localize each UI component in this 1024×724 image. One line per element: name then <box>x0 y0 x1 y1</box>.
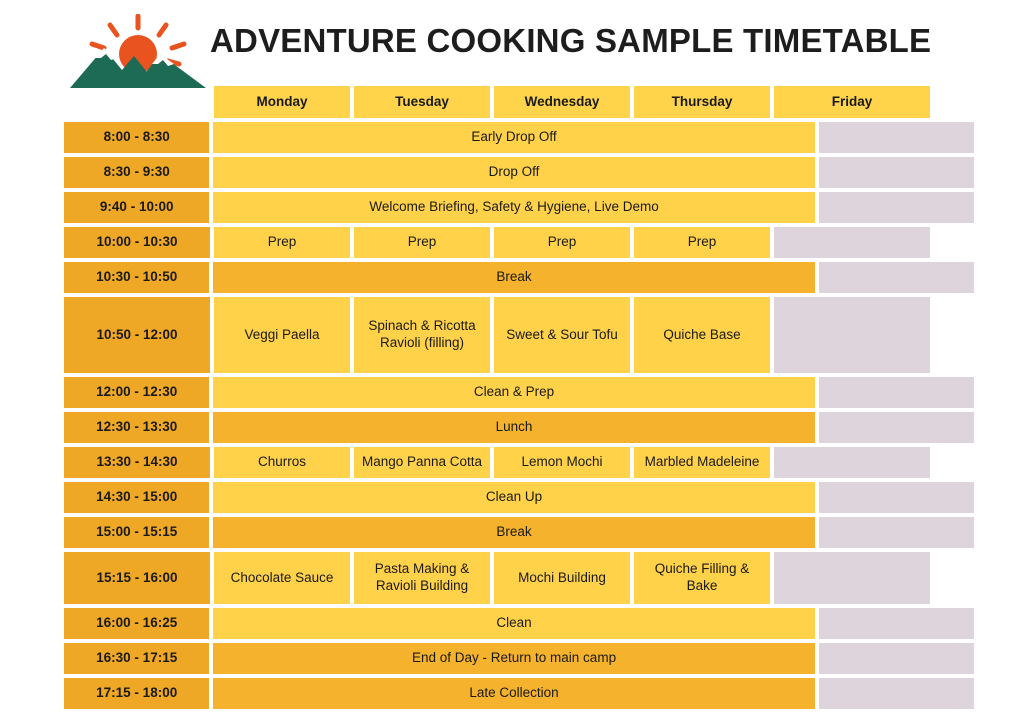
activity-cell: Prep <box>494 227 630 258</box>
time-slot-label: 17:15 - 18:00 <box>64 678 209 709</box>
activity-cell: Prep <box>214 227 350 258</box>
friday-empty-cell <box>819 517 974 548</box>
activity-cell-all-days: Clean Up <box>213 482 814 513</box>
activity-cell: Spinach & Ricotta Ravioli (filling) <box>354 297 490 373</box>
activity-cell: Churros <box>214 447 350 478</box>
activity-cell-all-days: Clean & Prep <box>213 377 814 408</box>
friday-empty-cell <box>819 377 974 408</box>
column-header-thursday: Thursday <box>634 86 770 118</box>
table-row <box>64 157 974 188</box>
friday-empty-cell <box>774 552 930 604</box>
time-slot-label: 10:00 - 10:30 <box>64 227 210 258</box>
column-header-friday: Friday <box>774 86 930 118</box>
activity-cell-all-days: Lunch <box>213 412 814 443</box>
activity-cell-all-days: Welcome Briefing, Safety & Hygiene, Live Demo <box>213 192 814 223</box>
activity-cell: Pasta Making & Ravioli Building <box>354 552 490 604</box>
activity-cell: Lemon Mochi <box>494 447 630 478</box>
timetable-grid <box>64 86 974 713</box>
table-row <box>64 262 974 293</box>
time-slot-label: 8:00 - 8:30 <box>64 122 209 153</box>
table-row <box>64 377 974 408</box>
table-row <box>64 297 974 373</box>
activity-cell-all-days: Break <box>213 517 814 548</box>
friday-empty-cell <box>819 412 974 443</box>
activity-cell: Mango Panna Cotta <box>354 447 490 478</box>
friday-empty-cell <box>774 227 930 258</box>
column-header-monday: Monday <box>214 86 350 118</box>
activity-cell: Sweet & Sour Tofu <box>494 297 630 373</box>
activity-cell: Prep <box>354 227 490 258</box>
table-row <box>64 447 974 478</box>
table-header-row <box>64 86 974 118</box>
activity-cell-all-days: Drop Off <box>213 157 814 188</box>
friday-empty-cell <box>819 192 974 223</box>
page-title: ADVENTURE COOKING SAMPLE TIMETABLE <box>210 22 932 59</box>
time-slot-label: 8:30 - 9:30 <box>64 157 209 188</box>
time-slot-label: 9:40 - 10:00 <box>64 192 209 223</box>
activity-cell: Prep <box>634 227 770 258</box>
table-row <box>64 122 974 153</box>
activity-cell: Veggi Paella <box>214 297 350 373</box>
activity-cell: Chocolate Sauce <box>214 552 350 604</box>
activity-cell-all-days: Early Drop Off <box>213 122 814 153</box>
friday-empty-cell <box>774 297 930 373</box>
table-row <box>64 482 974 513</box>
friday-empty-cell <box>819 643 974 674</box>
header-corner-spacer <box>64 86 210 118</box>
friday-empty-cell <box>819 122 974 153</box>
time-slot-label: 12:30 - 13:30 <box>64 412 209 443</box>
time-slot-label: 16:30 - 17:15 <box>64 643 209 674</box>
table-row <box>64 608 974 639</box>
time-slot-label: 12:00 - 12:30 <box>64 377 209 408</box>
time-slot-label: 13:30 - 14:30 <box>64 447 210 478</box>
activity-cell: Quiche Base <box>634 297 770 373</box>
table-body <box>64 122 974 709</box>
activity-cell-all-days: Late Collection <box>213 678 814 709</box>
friday-empty-cell <box>819 157 974 188</box>
activity-cell: Mochi Building <box>494 552 630 604</box>
table-row <box>64 227 974 258</box>
table-row <box>64 643 974 674</box>
table-row <box>64 678 974 709</box>
table-row <box>64 412 974 443</box>
mountain-sunrise-logo <box>64 14 212 90</box>
column-header-tuesday: Tuesday <box>354 86 490 118</box>
friday-empty-cell <box>819 262 974 293</box>
table-row <box>64 552 974 604</box>
friday-empty-cell <box>819 482 974 513</box>
activity-cell-all-days: Clean <box>213 608 814 639</box>
activity-cell: Quiche Filling & Bake <box>634 552 770 604</box>
document-header <box>0 0 1024 88</box>
friday-empty-cell <box>819 608 974 639</box>
activity-cell-all-days: Break <box>213 262 814 293</box>
time-slot-label: 10:50 - 12:00 <box>64 297 210 373</box>
activity-cell-all-days: End of Day - Return to main camp <box>213 643 814 674</box>
time-slot-label: 16:00 - 16:25 <box>64 608 209 639</box>
table-row <box>64 192 974 223</box>
time-slot-label: 15:00 - 15:15 <box>64 517 209 548</box>
column-header-wednesday: Wednesday <box>494 86 630 118</box>
time-slot-label: 15:15 - 16:00 <box>64 552 210 604</box>
activity-cell: Marbled Madeleine <box>634 447 770 478</box>
time-slot-label: 10:30 - 10:50 <box>64 262 209 293</box>
friday-empty-cell <box>819 678 974 709</box>
friday-empty-cell <box>774 447 930 478</box>
time-slot-label: 14:30 - 15:00 <box>64 482 209 513</box>
table-row <box>64 517 974 548</box>
